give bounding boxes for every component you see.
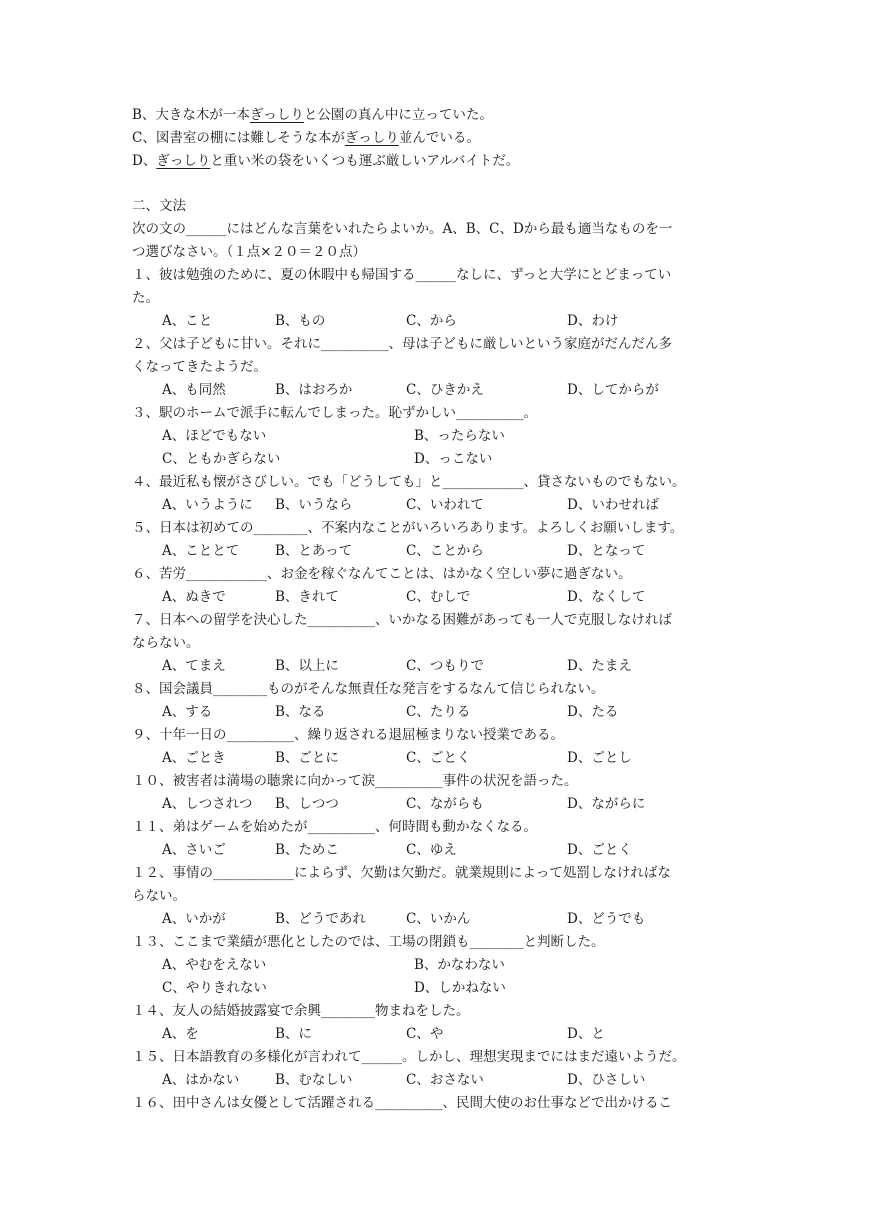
answer-options <box>132 908 744 931</box>
answer-options <box>132 425 744 448</box>
question-text: ４、最近私も懐がさびしい。でも「どうしても」と____________、貸さないものでもない。 <box>132 474 686 490</box>
option-a: A、こと <box>162 313 213 329</box>
option-a: A、はかない <box>162 1072 240 1088</box>
answer-options <box>132 448 744 471</box>
option-b: B、ごとに <box>275 750 339 766</box>
underlined-word: ぎっしり <box>156 153 211 169</box>
option-b: B、いうなら <box>275 497 353 513</box>
option-c: C、や <box>406 1026 444 1042</box>
option-a: A、いうように <box>162 497 253 513</box>
option-b: B、どうであれ <box>275 911 366 927</box>
question-text: ２、父は子どもに甘い。それに__________、母は子どもに厳しいという家庭がだんだん多 <box>132 336 672 352</box>
exam-content <box>132 104 744 1115</box>
section-title: 二、文法 <box>132 198 186 214</box>
option-b: B、ったらない <box>414 428 505 444</box>
option-d: D、ごとく <box>567 842 632 858</box>
option-d: D、たまえ <box>567 658 632 674</box>
option-a: A、も同然 <box>162 382 226 398</box>
option-d: D、ひさしい <box>567 1072 646 1088</box>
answer-options <box>132 655 744 678</box>
answer-options <box>132 977 744 1000</box>
option-b: B、ためこ <box>275 842 339 858</box>
option-b: B、以上に <box>275 658 339 674</box>
question-text: ３、駅のホームで派手に転んでしまった。恥ずかしい__________。 <box>132 405 537 421</box>
question-text: ６、苦労____________、お金を稼ぐなんてことは、はかなく空しい夢に過ぎない。 <box>132 566 632 582</box>
option-d: D、ごとし <box>567 750 632 766</box>
question-text: １６、田中さんは女優として活躍される__________、民間大使のお仕事などで出かけるこ <box>132 1095 672 1111</box>
question-text: た。 <box>132 290 159 306</box>
option-b: B、きれて <box>275 589 339 605</box>
vocab-option-d: D、ぎっしりと重い米の袋をいくつも運ぶ厳しいアルバイトだ。 <box>132 153 520 169</box>
option-c: C、から <box>406 313 457 329</box>
option-a: A、ほどでもない <box>162 428 267 444</box>
option-d: D、なくして <box>567 589 646 605</box>
option-c: C、ともかぎらない <box>162 451 281 467</box>
option-d: D、わけ <box>567 313 619 329</box>
option-d: D、たる <box>567 704 619 720</box>
option-a: A、ぬきで <box>162 589 226 605</box>
option-c: C、むしで <box>406 589 471 605</box>
option-c: C、ごとく <box>406 750 471 766</box>
question-text: １０、被害者は満場の聴衆に向かって涙__________事件の状況を語った。 <box>132 773 578 789</box>
question-text: １１、弟はゲームを始めたが__________、何時間も動かなくなる。 <box>132 819 537 835</box>
vocab-option-b: B、大きな木が一本ぎっしりと公園の真ん中に立っていた。 <box>132 107 493 123</box>
question-text: ならない。 <box>132 635 200 651</box>
answer-options <box>132 1069 744 1092</box>
option-b: B、に <box>275 1026 312 1042</box>
question-text: １５、日本語教育の多様化が言われて______。しかし、理想実現までにはまだ遠いようだ。 <box>132 1049 686 1065</box>
option-c: C、いかん <box>406 911 471 927</box>
underlined-word: ぎっしり <box>344 130 399 146</box>
option-a: A、しつされつ <box>162 796 253 812</box>
question-text: くなってきたようだ。 <box>132 359 267 375</box>
answer-options <box>132 701 744 724</box>
instruction-line: 次の文の______にはどんな言葉をいれたらよいか。A、B、C、Dから最も適当なものを一 <box>132 221 673 237</box>
underlined-word: ぎっしり <box>249 107 304 123</box>
option-c: C、ながらも <box>406 796 484 812</box>
instruction-line: つ選びなさい。（１点×２０＝２０点） <box>132 244 367 260</box>
option-a: A、てまえ <box>162 658 226 674</box>
answer-options <box>132 540 744 563</box>
question-text: ８、国会議員________ものがそんな無責任な発言をするなんて信じられない。 <box>132 681 605 697</box>
option-d: D、となって <box>567 543 646 559</box>
option-a: A、ごとき <box>162 750 226 766</box>
option-a: A、いかが <box>162 911 226 927</box>
answer-options <box>132 954 744 977</box>
option-c: C、やりきれない <box>162 980 267 996</box>
question-text: １４、友人の結婚披露宴で余興________物まねをした。 <box>132 1003 470 1019</box>
option-b: B、もの <box>275 313 326 329</box>
question-text: １２、事情の____________によらず、欠勤は欠勤だ。就業規則によって処罰しなければな <box>132 865 671 881</box>
answer-options <box>132 747 744 770</box>
option-c: C、ことから <box>406 543 484 559</box>
option-c: C、ひきかえ <box>406 382 484 398</box>
option-d: D、と <box>567 1026 605 1042</box>
option-d: D、いわせれば <box>567 497 659 513</box>
option-c: C、ゆえ <box>406 842 457 858</box>
option-b: B、しつつ <box>275 796 339 812</box>
option-c: C、おさない <box>406 1072 484 1088</box>
answer-options <box>132 1023 744 1046</box>
option-b: B、かなわない <box>414 957 505 973</box>
option-b: B、むなしい <box>275 1072 353 1088</box>
vocab-option-c: C、図書室の棚には難しそうな本がぎっしり並んでいる。 <box>132 130 480 146</box>
answer-options <box>132 494 744 517</box>
spacer <box>132 173 744 195</box>
option-d: D、ながらに <box>567 796 646 812</box>
option-a: A、やむをえない <box>162 957 267 973</box>
question-text: １、彼は勉強のために、夏の休暇中も帰国する______なしに、ずっと大学にとどまってい <box>132 267 672 283</box>
option-d: D、してからが <box>567 382 659 398</box>
option-a: A、する <box>162 704 213 720</box>
option-c: C、いわれて <box>406 497 484 513</box>
option-d: D、っこない <box>414 451 493 467</box>
question-text: らない。 <box>132 888 186 904</box>
question-text: ５、日本は初めての________、不案内なことがいろいろあります。よろしくお願いします。 <box>132 520 684 536</box>
answer-options <box>132 586 744 609</box>
option-c: C、たりる <box>406 704 471 720</box>
answer-options <box>132 793 744 816</box>
option-b: B、はおろか <box>275 382 353 398</box>
option-a: A、こととて <box>162 543 240 559</box>
option-a: A、さいご <box>162 842 226 858</box>
option-d: D、どうでも <box>567 911 646 927</box>
option-b: B、とあって <box>275 543 353 559</box>
question-text: ７、日本への留学を決心した__________、いかなる困難があっても一人で克服しなければ <box>132 612 672 628</box>
option-d: D、しかねない <box>414 980 506 996</box>
option-c: C、つもりで <box>406 658 484 674</box>
option-b: B、なる <box>275 704 326 720</box>
question-text: ９、十年一日の__________、繰り返される退屈極まりない授業である。 <box>132 727 564 743</box>
answer-options <box>132 379 744 402</box>
question-text: １３、ここまで業績が悪化としたのでは、工場の閉鎖も________と判断した。 <box>132 934 605 950</box>
answer-options <box>132 310 744 333</box>
option-a: A、を <box>162 1026 199 1042</box>
answer-options <box>132 839 744 862</box>
